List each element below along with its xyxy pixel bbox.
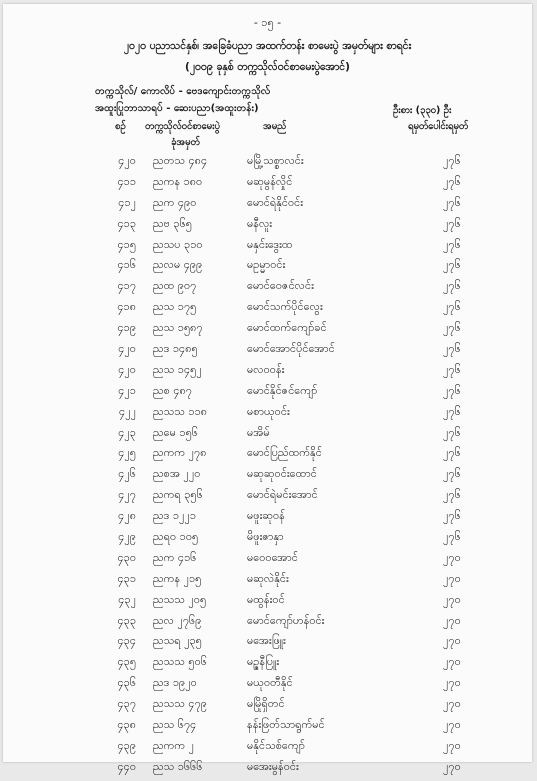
- roll-number-cell: ညသ ၆၇၄: [153, 718, 197, 732]
- name-cell: မအိမ်: [247, 425, 270, 439]
- roll-number-cell: ညလ ၂၇၆၉: [153, 613, 202, 627]
- score-subheader: ရမှတ်ပေါင်းရမှတ်: [408, 121, 469, 132]
- score-cell: ၂၇၀: [443, 613, 461, 627]
- serial-cell: ၄၃၅: [117, 655, 136, 669]
- score-cell: ၂၇၆: [443, 467, 461, 481]
- document-page: [3, 4, 532, 773]
- serial-cell: ၄၁၁: [117, 174, 136, 188]
- roll-number-cell: ညသ ၁၅၈၇: [153, 321, 203, 335]
- name-cell: မဝေဝအောင်: [247, 550, 298, 564]
- name-cell: မဆုမွန်လှိုင်: [247, 174, 293, 188]
- university-line: တက္ကသိုလ်/ ကောလိပ် - ဗေဒကျောင်းတက္ကသိုလ်: [95, 86, 271, 97]
- score-cell: ၂၇၆: [443, 446, 461, 460]
- name-cell: မမြို့သစ္စာလင်း: [247, 154, 304, 167]
- serial-header: စဉ်: [115, 121, 126, 132]
- name-cell: မနိုင်သစ်ကျော်: [247, 738, 305, 752]
- name-cell: မနှင်းဒွေးထ: [247, 237, 293, 251]
- score-cell: ၂၇၆: [443, 154, 461, 167]
- name-header: အမည်: [263, 121, 287, 132]
- score-cell: ၂၇၀: [443, 718, 461, 732]
- serial-cell: ၄၂၉: [118, 530, 136, 544]
- roll-number-cell: ညသသ ၅၀၆: [153, 655, 207, 669]
- serial-cell: ၄၂၅: [118, 446, 136, 460]
- serial-cell: ၄၁၆: [117, 258, 136, 272]
- score-cell: ၂၇၀: [443, 759, 461, 773]
- score-cell: ၂၇၀: [443, 697, 461, 711]
- table-row: [3, 279, 532, 300]
- serial-cell: ၄၂၂: [119, 404, 136, 418]
- document-title: ၂၀၂၀ ပညာသင်နှစ်၊ အခြေခံပညာ အထက်တန်း စာမေးပွဲ အမှတ်များ စာရင်း: [123, 40, 412, 52]
- table-row: [3, 614, 532, 635]
- roll-number-cell: ညဗ ၃၆၅: [153, 216, 192, 230]
- table-row: [3, 467, 532, 488]
- table-row: [3, 238, 532, 259]
- score-cell: ၂၇၆: [443, 425, 461, 439]
- score-cell: ၂၇၆: [443, 300, 461, 314]
- table-row: [3, 363, 532, 384]
- roll-number-cell: ညသသ ၂၀၅: [153, 592, 207, 606]
- table-row: [3, 405, 532, 426]
- roll-number-cell: ညကက ၂: [153, 738, 195, 752]
- score-cell: ၂၇၀: [443, 738, 461, 752]
- serial-cell: ၄၁၇: [117, 279, 136, 293]
- table-row: [3, 593, 532, 614]
- roll-number-cell: ညသရ ၂၃၅: [153, 634, 202, 648]
- score-cell: ၂၇၆: [443, 216, 461, 230]
- score-cell: ၂၇၀: [443, 571, 461, 585]
- serial-cell: ၄၁၉: [117, 321, 136, 335]
- name-cell: မဆုလဲနိုင်း: [247, 571, 289, 585]
- roll-number-cell: ညကန ၂၁၅: [153, 571, 202, 585]
- table-row: [3, 342, 532, 363]
- roll-number-cell: ညကက ၂၇၈: [153, 446, 207, 460]
- serial-cell: ၄၄၀: [117, 759, 136, 773]
- serial-cell: ၄၁၈: [117, 300, 136, 314]
- table-row: [3, 530, 532, 551]
- serial-cell: ၄၃၇: [117, 697, 136, 711]
- serial-cell: ၄၂၈: [118, 509, 136, 523]
- score-cell: ၂၇၀: [443, 634, 461, 648]
- roll-number-cell: ညမေ ၁၅၆: [153, 425, 198, 439]
- table-row: [3, 697, 532, 718]
- serial-cell: ၄၂၁: [118, 383, 136, 397]
- table-row: [3, 655, 532, 676]
- document-subtitle: (၂၀၀၉ ခုနှစ် တက္ကသိုလ်ဝင်စာမေးပွဲအောင်): [185, 61, 350, 73]
- roll-number-cell: ညက ၄၉၀: [153, 195, 197, 209]
- serial-cell: ၄၃၂: [118, 592, 136, 606]
- table-row: [3, 634, 532, 655]
- serial-cell: ၄၃၈: [117, 718, 136, 732]
- serial-cell: ၄၁၅: [117, 237, 136, 251]
- table-row: [3, 258, 532, 279]
- score-cell: ၂၇၆: [443, 237, 461, 251]
- serial-cell: ၄၂၆: [118, 467, 136, 481]
- roll-number-cell: ညတသ ၄၈၄: [153, 154, 208, 167]
- name-cell: မစာယုဝင်း: [247, 404, 290, 418]
- table-row: [3, 426, 532, 447]
- roll-number-cell: ညလမ ၄၉၉: [153, 258, 203, 272]
- table-row: [3, 551, 532, 572]
- name-cell: မဖူးဆုဝန်: [247, 509, 285, 523]
- roll-number-cell: ညသ ၁၇၅: [153, 300, 197, 314]
- table-row: [3, 384, 532, 405]
- name-cell: မယုဝတီနိုင်: [247, 676, 293, 690]
- name-cell: မထွန်းဝင်: [247, 592, 285, 606]
- name-cell: မဥမ္မာဝင်း: [247, 258, 286, 272]
- table-row: [3, 718, 532, 739]
- name-cell: မဥ္ဇနီပြူး: [247, 655, 280, 669]
- table-row: [3, 488, 532, 509]
- roll-number-cell: ညသသ ၄၇၉: [153, 697, 207, 711]
- name-cell: မအေးဖြူး: [247, 634, 286, 648]
- roll-number-cell: ညဒ ၁၂၂၁: [153, 509, 197, 523]
- table-row: [3, 509, 532, 530]
- score-cell: ၂၇၀: [443, 676, 461, 690]
- score-cell: ၂၇၆: [443, 488, 461, 502]
- roll-number-cell: ညသ ၁၆၆၆: [153, 759, 203, 773]
- page-number: - ၁၅ -: [253, 16, 282, 29]
- score-cell: ၂၇၆: [443, 279, 461, 293]
- table-row: [3, 446, 532, 467]
- roll-number-cell: ညသသ ၁၁၈: [153, 404, 208, 418]
- name-cell: မောင်ပြည်ထက်နိုင်: [247, 446, 322, 460]
- results-list: [3, 154, 532, 781]
- score-cell: ၂၇၆: [443, 342, 461, 356]
- roll-number-cell: ညထ ၉၀၇: [153, 279, 197, 293]
- table-row: [3, 321, 532, 342]
- score-header: ဦးစား (၃၃၀) ဦး: [393, 105, 452, 116]
- serial-cell: ၄၃၄: [117, 634, 136, 648]
- table-row: [3, 175, 532, 196]
- table-row: [3, 217, 532, 238]
- serial-cell: ၄၃၀: [117, 550, 136, 564]
- score-cell: ၂၇၆: [443, 509, 461, 523]
- score-cell: ၂၇၆: [443, 404, 461, 418]
- name-cell: မိဖူးဇာနှာ: [247, 530, 284, 544]
- table-row: [3, 572, 532, 593]
- name-cell: မောင်အောင်ပိုင်အောင်: [247, 342, 335, 356]
- table-row: [3, 760, 532, 781]
- roll-number-cell: ညစ ၄၈၇: [153, 383, 192, 397]
- table-row: [3, 739, 532, 760]
- score-cell: ၂၇၀: [443, 592, 461, 606]
- name-cell: မောင်သက်ပိုင်လွေး: [247, 300, 323, 314]
- score-cell: ၂၇၆: [443, 258, 461, 272]
- name-cell: မောင်ရဲနိုင်ဝင်း: [247, 195, 304, 209]
- score-cell: ၂၇၀: [443, 550, 461, 564]
- name-cell: နန်းဖြတ်သာရွက်မင်: [247, 718, 325, 732]
- serial-cell: ၄၂၇: [118, 488, 136, 502]
- serial-cell: ၄၂၀: [118, 154, 136, 167]
- table-row: [3, 676, 532, 697]
- table-row: [3, 154, 532, 175]
- name-cell: မောင်ထက်ကျော်ခင်: [247, 321, 327, 335]
- serial-cell: ၄၃၃: [117, 613, 136, 627]
- table-row: [3, 300, 532, 321]
- name-cell: မအေးမွန်ဝင်း: [247, 759, 299, 773]
- roll-number-cell: ညကရ ၃၅၆: [153, 488, 203, 502]
- serial-cell: ၄၂၀: [118, 362, 136, 376]
- roll-header: တက္ကသိုလ်ဝင်စာမေးပွဲ: [145, 121, 220, 132]
- score-cell: ၂၇၆: [443, 195, 461, 209]
- serial-cell: ၄၁၃: [117, 216, 136, 230]
- score-cell: ၂၇၀: [443, 655, 461, 669]
- name-cell: မလ၀ဝန်း: [247, 362, 285, 376]
- score-cell: ၂၇၆: [443, 321, 461, 335]
- roll-number-cell: ညသ ၁၄၅၂: [153, 362, 202, 376]
- table-row: [3, 196, 532, 217]
- name-cell: မဆုဆုဝင်းထောင်: [247, 467, 317, 481]
- name-cell: မောင်ကျော်ဟန်ဝင်း: [247, 613, 325, 627]
- roll-number-cell: ညစအ ၂၂၀: [153, 467, 201, 481]
- roll-number-cell: ညက ၄၁၆: [153, 550, 197, 564]
- serial-cell: ၄၁၂: [118, 195, 136, 209]
- score-cell: ၂၇၆: [443, 362, 461, 376]
- name-cell: မောင်နိုင်ဇင်ကျော်: [247, 383, 318, 397]
- name-cell: မောင်ရဲမင်းအောင်: [247, 488, 318, 502]
- roll-number-cell: ညကန ၁၈၀: [153, 174, 203, 188]
- roll-number-cell: ညရ၀ ၁၀၅: [153, 530, 199, 544]
- name-cell: မမြိုရှိတင်: [247, 697, 285, 711]
- name-cell: မနီလူး: [247, 216, 273, 230]
- serial-cell: ၄၂၀: [118, 342, 136, 356]
- serial-cell: ၄၃၉: [117, 738, 136, 752]
- roll-number-cell: ညသပ ၃၁၀: [153, 237, 203, 251]
- name-cell: မောင်ဝေဇင်လင်း: [247, 279, 314, 293]
- serial-cell: ၄၃၁: [117, 571, 136, 585]
- serial-cell: ၄၃၆: [117, 676, 136, 690]
- serial-cell: ၄၂၃: [118, 425, 136, 439]
- score-cell: ၂၇၆: [443, 383, 461, 397]
- roll-subheader: ခုံအမှတ်: [171, 137, 200, 148]
- score-cell: ၂၇၆: [443, 530, 461, 544]
- score-cell: ၂၇၆: [443, 174, 461, 188]
- roll-number-cell: ညဒ ၁၄၈၅: [153, 342, 198, 356]
- major-line: အထူးပြုဘာသာရပ် - ဆေးပညာ(အထူးတန်း): [95, 103, 259, 114]
- roll-number-cell: ညဒ ၁၉၂၀: [153, 676, 197, 690]
